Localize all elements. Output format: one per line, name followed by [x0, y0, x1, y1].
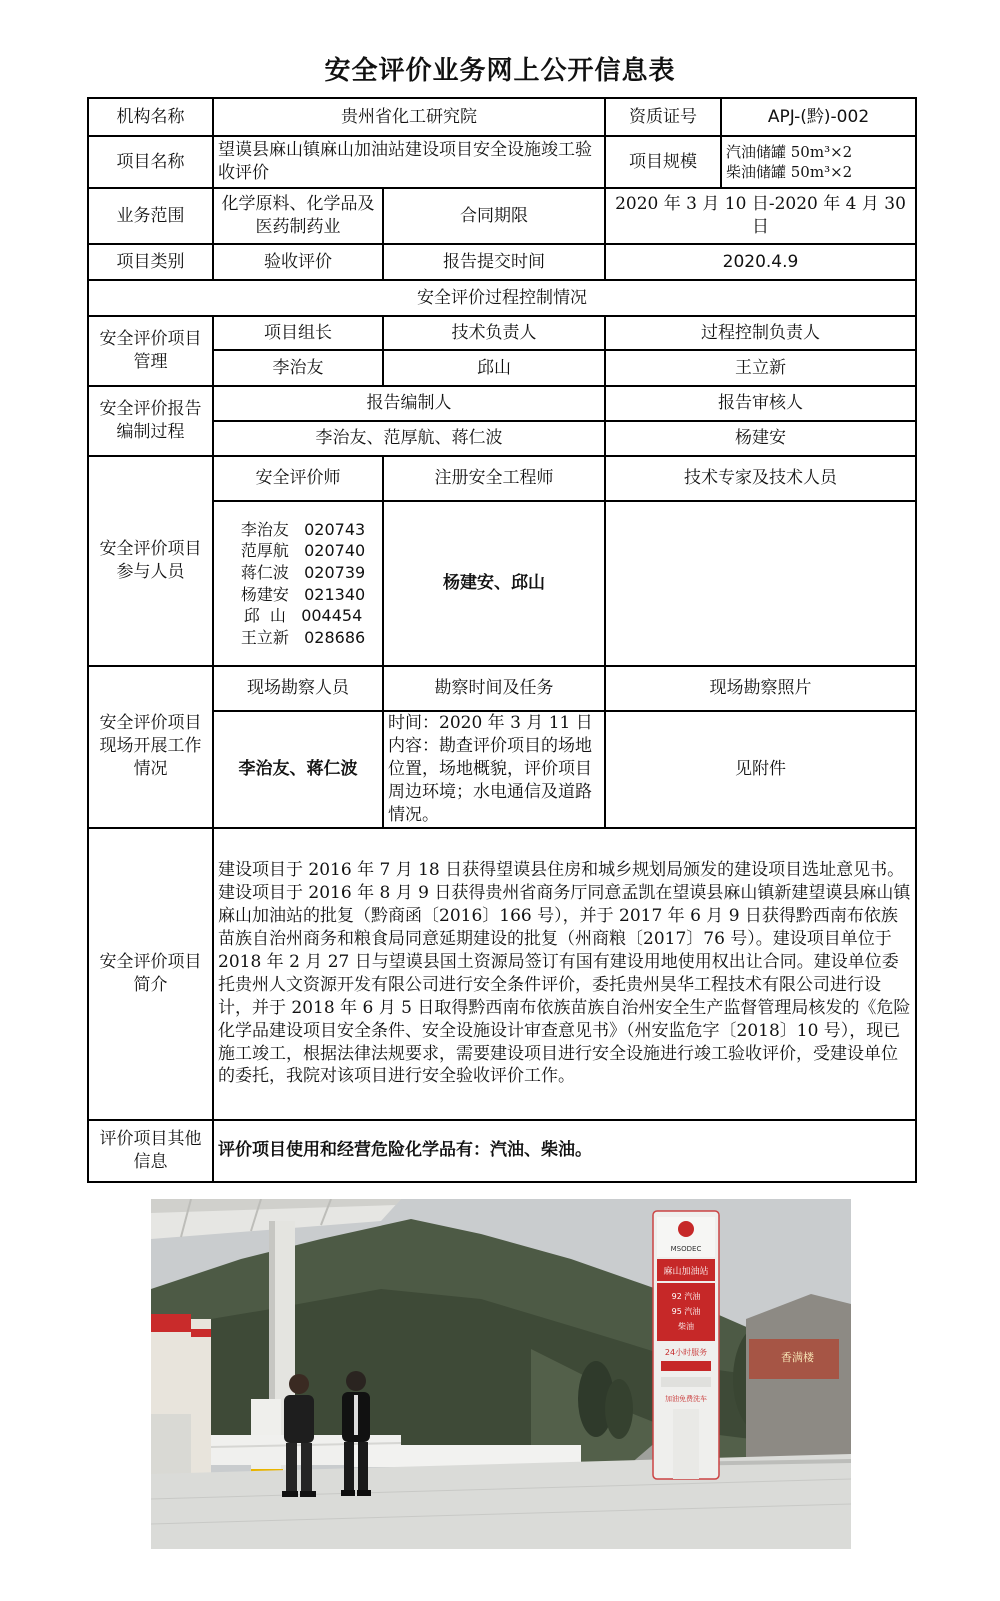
evaluator-id: 020739 — [304, 562, 366, 582]
personnel-header-evaluators: 安全评价师 — [213, 456, 383, 501]
sign-station-name: 麻山加油站 — [663, 1267, 709, 1277]
site-label: 安全评价项目现场开展工作情况 — [88, 666, 213, 828]
info-table — [87, 97, 917, 1183]
personnel-header-engineers: 注册安全工程师 — [383, 456, 605, 501]
evaluator-name: 邱 山 — [243, 606, 286, 626]
evaluator-id: 020743 — [304, 519, 366, 539]
other-info: 评价项目使用和经营危险化学品有：汽油、柴油。 — [213, 1120, 916, 1182]
scope-label: 业务范围 — [88, 188, 213, 244]
project-scale — [721, 136, 916, 188]
project-name: 望谟县麻山镇麻山加油站建设项目安全设施竣工验收评价 — [213, 136, 605, 188]
report-header-author: 报告编制人 — [213, 386, 605, 421]
site-content: 内容：勘查评价项目的场地位置，场地概貌，评价项目周边环境；水电通信及道路情况。 — [388, 735, 592, 825]
report-reviewer: 杨建安 — [605, 421, 916, 456]
personnel-label: 安全评价项目参与人员 — [88, 456, 213, 666]
site-people: 李治友、蒋仁波 — [213, 711, 383, 828]
evaluator-id: 028686 — [304, 627, 366, 647]
evaluator-name: 蒋仁波 — [240, 562, 289, 582]
contract-label: 合同期限 — [383, 188, 605, 244]
evaluator-row — [228, 540, 378, 562]
evaluator-row — [228, 627, 378, 649]
personnel-header-experts: 技术专家及技术人员 — [605, 456, 916, 501]
evaluator-name: 李治友 — [240, 519, 289, 539]
mgmt-header-tech: 技术负责人 — [383, 316, 605, 350]
submit-label: 报告提交时间 — [383, 244, 605, 280]
cert-label: 资质证号 — [605, 98, 721, 136]
mgmt-leader: 李治友 — [213, 350, 383, 386]
evaluator-row — [228, 519, 378, 541]
sign-service: 24小时服务 — [664, 1348, 708, 1357]
mgmt-process: 王立新 — [605, 350, 916, 386]
org-name: 贵州省化工研究院 — [213, 98, 605, 136]
evaluator-row — [228, 562, 378, 584]
evaluator-row — [228, 605, 378, 627]
sign-car-wash: 加油免费洗车 — [665, 1395, 707, 1403]
report-authors: 李治友、范厚航、蒋仁波 — [213, 421, 605, 456]
scale-line-gasoline: 汽油储罐 50m³×2 — [726, 142, 853, 161]
submit-date: 2020.4.9 — [605, 244, 916, 280]
evaluator-id: 004454 — [301, 606, 363, 626]
evaluator-list — [213, 501, 383, 666]
sign-price-95: 95 汽油 — [671, 1307, 701, 1316]
site-photo-illustration — [151, 1199, 851, 1549]
sign-brand: MSODEC — [670, 1245, 702, 1253]
org-label: 机构名称 — [88, 98, 213, 136]
page-title: 安全评价业务网上公开信息表 — [324, 56, 676, 86]
site-task — [383, 711, 605, 828]
evaluator-name: 范厚航 — [240, 541, 289, 561]
registered-engineers: 杨建安、邱山 — [383, 501, 605, 666]
mgmt-tech: 邱山 — [383, 350, 605, 386]
scale-label: 项目规模 — [605, 136, 721, 188]
scope-value: 化学原料、化学品及医药制药业 — [213, 188, 383, 244]
contract-period: 2020 年 3 月 10 日-2020 年 4 月 30 日 — [605, 188, 916, 244]
mgmt-header-process: 过程控制负责人 — [605, 316, 916, 350]
project-label: 项目名称 — [88, 136, 213, 188]
intro-text: 建设项目于 2016 年 7 月 18 日获得望谟县住房和城乡规划局颁发的建设项目选址意见书。建设项目于 2016 年 8 月 9 日获得贵州省商务厅同意孟凯在望谟县麻山镇新建望谟县麻山镇麻山加油站的批复（黔商函〔2016〕166 号），并于 2017 年 6 月 9 日获得黔西南布依族苗族自治州商务和粮食局同意延期建设的批复（州商粮〔2017〕76 号）。建设项目单位于 2018 年 2 月 27 日与望谟县国土资源局签订有国有建设用地使用权出让合同。建设单位委托贵州人文资源开发有限公司进行安全条件评价，委托贵州昊华工程技术有限公司进行设计，并于 2018 年 6 月 5 日取得黔西南布依族苗族自治州安全生产监督管理局核发的《危险化学品建设项目安全条件、安全设施设计审查意见书》（州安监危字〔2018〕10 号），现已施工竣工，根据法律法规要求，需要建设项目进行安全设施进行竣工验收评价，受建设单位的委托，我院对该项目进行安全验收评价工作。 — [213, 828, 916, 1120]
process-header: 安全评价过程控制情况 — [88, 280, 916, 316]
intro-label: 安全评价项目简介 — [88, 828, 213, 1120]
site-header-photos: 现场勘察照片 — [605, 666, 916, 711]
evaluator-id: 021340 — [304, 584, 366, 604]
other-label: 评价项目其他信息 — [88, 1120, 213, 1182]
site-header-people: 现场勘察人员 — [213, 666, 383, 711]
scale-line-diesel: 柴油储罐 50m³×2 — [726, 163, 853, 181]
site-photos: 见附件 — [605, 711, 916, 828]
shop-sign-text: 香满楼 — [781, 1351, 814, 1364]
cert-no: APJ-(黔)-002 — [721, 98, 916, 136]
site-photo — [151, 1199, 851, 1549]
technical-experts — [605, 501, 916, 666]
category-value: 验收评价 — [213, 244, 383, 280]
site-time: 时间：2020 年 3 月 11 日 — [388, 713, 593, 733]
sign-price-92: 92 汽油 — [671, 1292, 701, 1301]
evaluator-name: 王立新 — [240, 627, 289, 647]
report-header-reviewer: 报告审核人 — [605, 386, 916, 421]
mgmt-label: 安全评价项目管理 — [88, 316, 213, 386]
report-label: 安全评价报告编制过程 — [88, 386, 213, 456]
evaluator-name: 杨建安 — [240, 584, 289, 604]
mgmt-header-leader: 项目组长 — [213, 316, 383, 350]
site-header-task: 勘察时间及任务 — [383, 666, 605, 711]
sign-price-diesel: 柴油 — [678, 1322, 694, 1331]
evaluator-id: 020740 — [304, 541, 366, 561]
category-label: 项目类别 — [88, 244, 213, 280]
evaluator-row — [228, 584, 378, 606]
